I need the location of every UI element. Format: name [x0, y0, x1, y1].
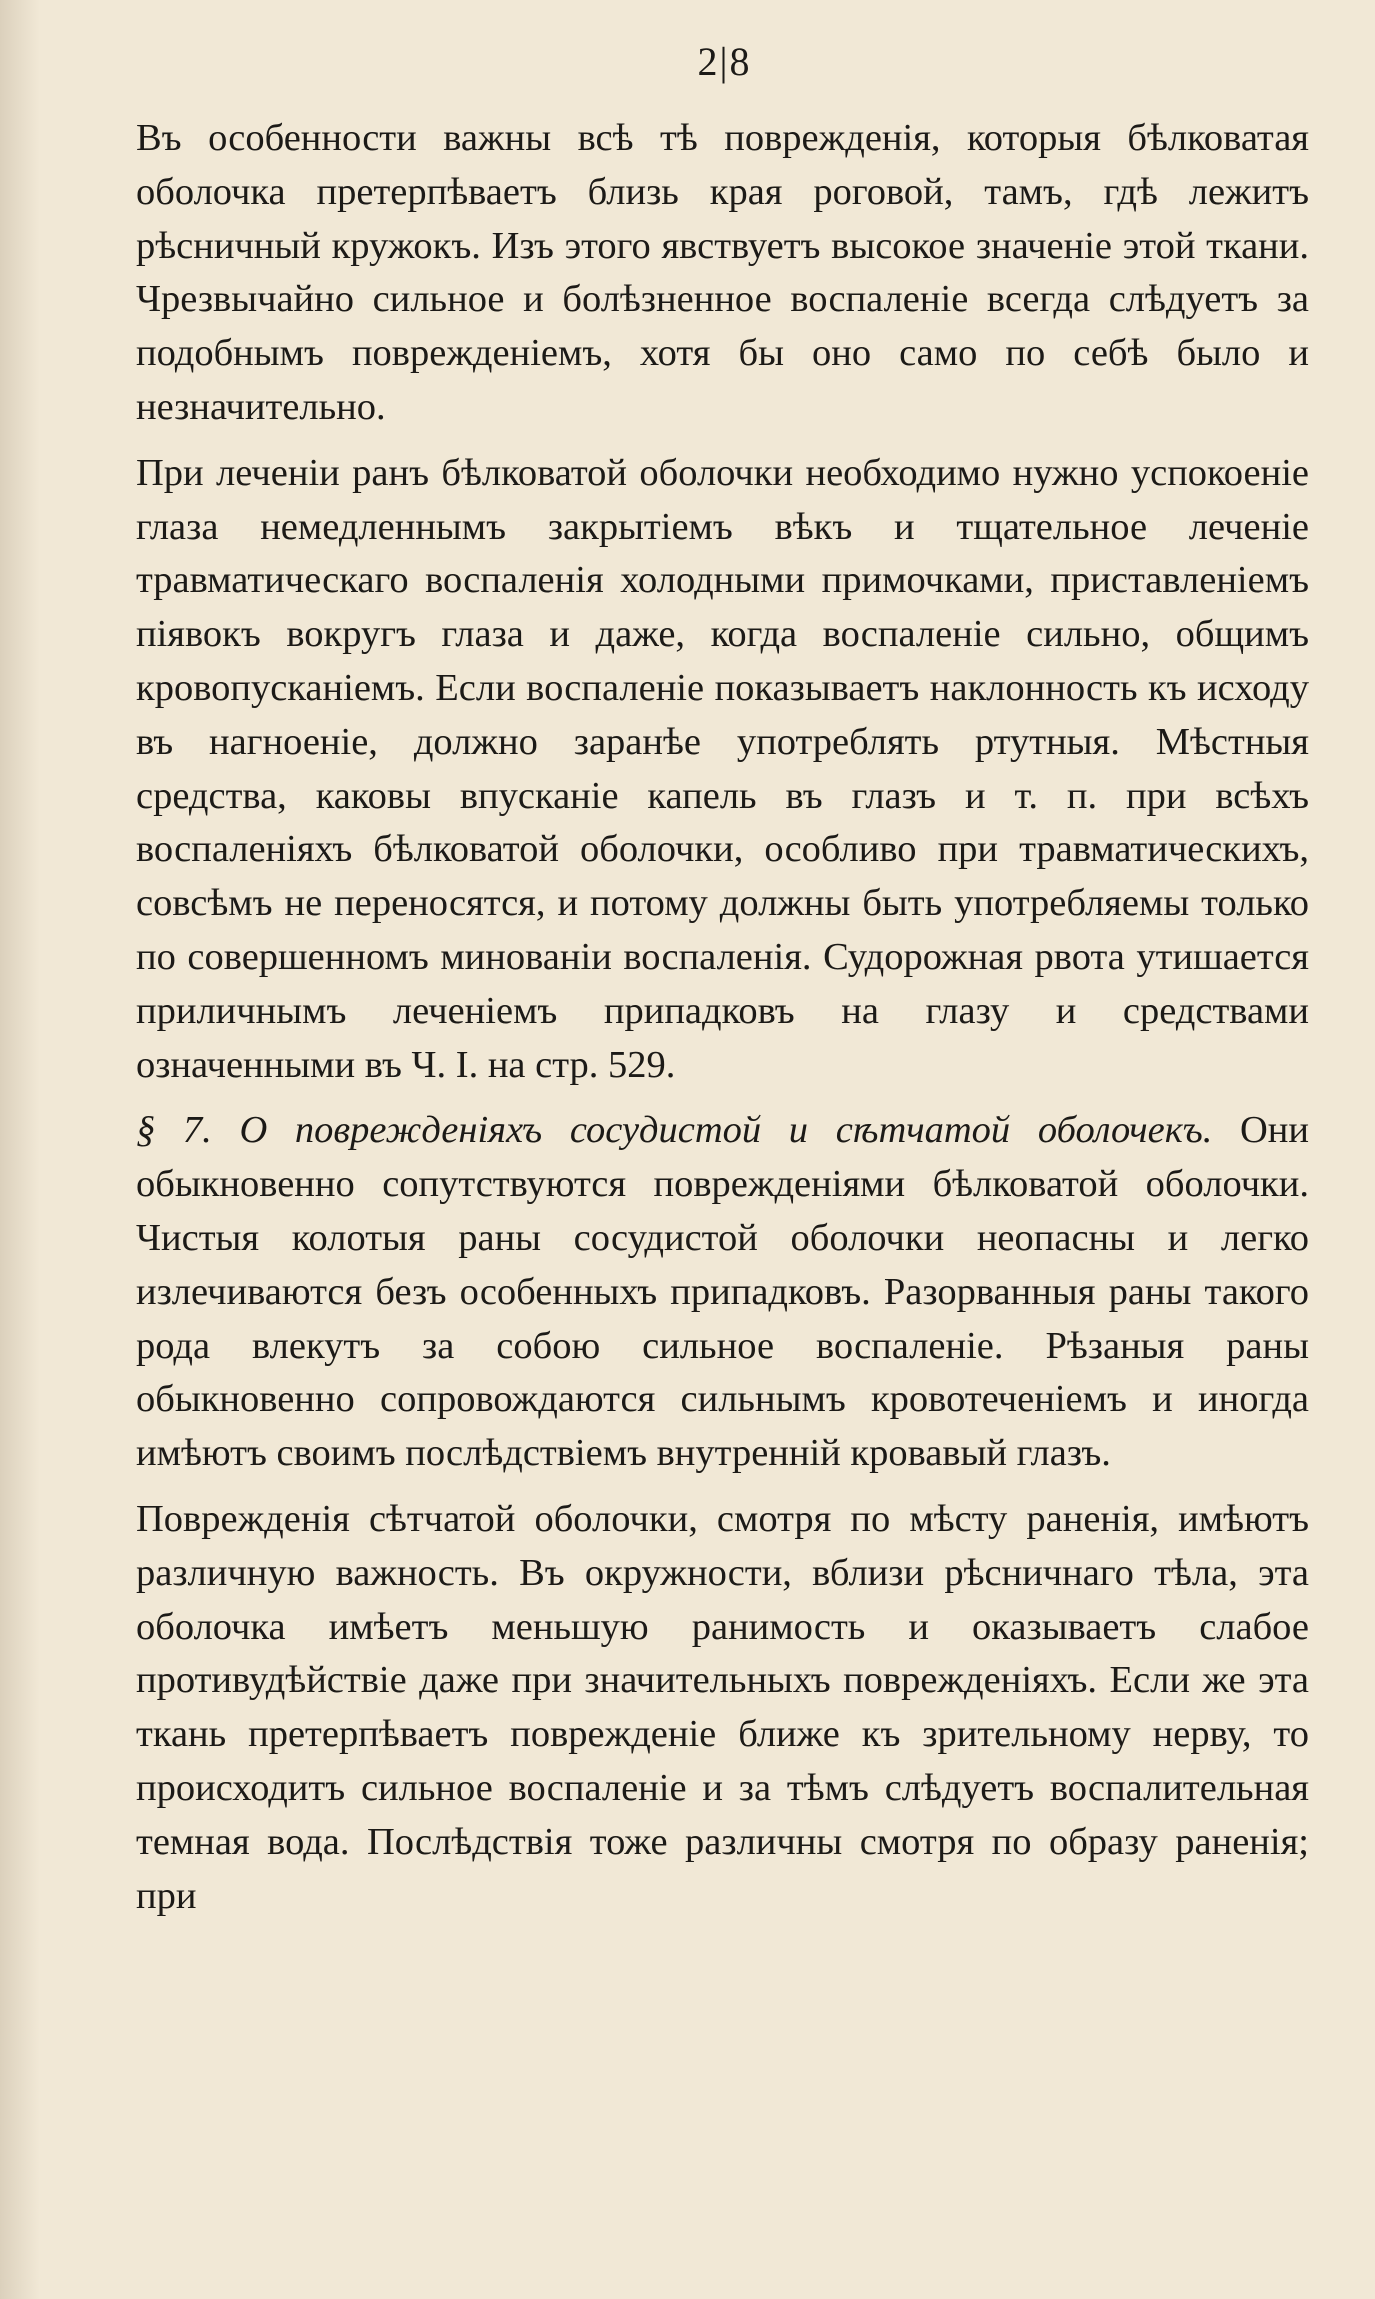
page-number: 2|8: [697, 39, 752, 84]
paragraph-2: При леченіи ранъ бѣлковатой оболочки необходимо нужно успокоеніе глаза немедленнымъ закрытіемъ вѣкъ и тщательное леченіе травматическаго воспаленія холодными примочками, приставленіемъ піявокъ вокругъ глаза и даже, когда воспаленіе сильно, общимъ кровопусканіемъ. Если воспаленіе показываетъ наклонность къ исходу въ нагноеніе, должно заранѣе употреблять ртутныя. Мѣстныя средства, каковы впусканіе капель въ глазъ и т. п. при всѣхъ воспаленіяхъ бѣлковатой оболочки, особливо при травматическихъ, совсѣмъ не переносятся, и потому должны быть употребляемы только по совершенномъ минованіи воспаленія. Судорожная рвота утишается приличнымъ леченіемъ припадковъ на глазу и средствами означенными въ Ч. I. на стр. 529.: [136, 451, 1309, 1086]
paragraph-3: [136, 1104, 1309, 1481]
paragraph-1: Въ особенности важны всѣ тѣ поврежденія, которыя бѣлковатая оболочка претерпѣваетъ близь края роговой, тамъ, гдѣ лежитъ рѣсничный кружокъ. Изъ этого явствуетъ высокое значеніе этой ткани. Чрезвычайно сильное и болѣзненное воспаленіе всегда слѣдуетъ за подобнымъ поврежденіемъ, хотя бы оно само по себѣ было и незначительно.: [136, 117, 1309, 428]
section-title: § 7. О поврежденіяхъ сосудистой и сѣтчатой оболочекъ.: [136, 1109, 1213, 1152]
paragraph-4: Поврежденія сѣтчатой оболочки, смотря по мѣсту раненія, имѣютъ различную важность. Въ окружности, вблизи рѣсничнаго тѣла, эта оболочка имѣетъ меньшую ранимость и оказываетъ слабое противудѣйствіе даже при значительныхъ поврежденіяхъ. Если же эта ткань претерпѣваетъ поврежденіе ближе къ зрительному нерву, то происходитъ сильное воспаленіе и за тѣмъ слѣдуетъ воспалительная темная вода. Послѣдствія тоже различны смотря по образу раненія; при: [136, 1497, 1309, 1917]
paragraph-3-body: Они обыкновенно сопутствуются поврежденіями бѣлковатой оболочки. Чистыя колотыя раны сосудистой оболочки неопасны и легко излечиваются безъ особенныхъ припадковъ. Разорванныя раны такого рода влекутъ за собою сильное воспаленіе. Рѣзаныя раны обыкновенно сопровождаются сильнымъ кровотеченіемъ и иногда имѣютъ своимъ послѣдствіемъ внутренній кровавый глазъ.: [136, 1109, 1310, 1475]
